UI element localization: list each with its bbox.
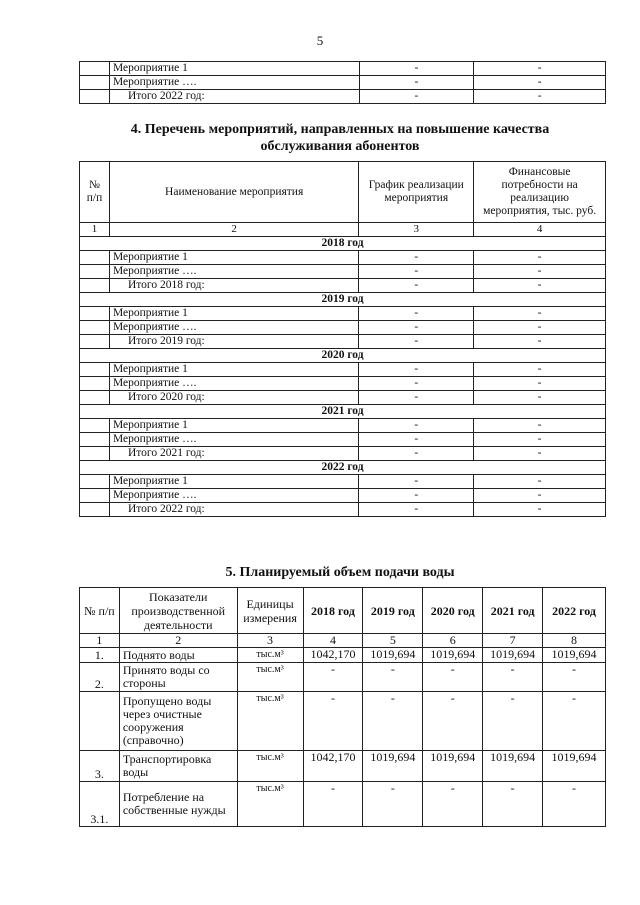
water-supply-table — [79, 587, 606, 827]
table-row — [80, 307, 606, 321]
indicator-name: Поднято воды — [119, 648, 237, 663]
measure-name: Мероприятие 1 — [109, 363, 358, 377]
table-row — [80, 391, 606, 405]
row-num: 3.1. — [80, 782, 120, 827]
measure-name: Мероприятие …. — [109, 321, 358, 335]
measure-name: Мероприятие 1 — [109, 475, 358, 489]
page-number: 5 — [316, 33, 324, 48]
header-row — [80, 588, 606, 634]
col-number: 1 — [80, 634, 120, 648]
col-number: 4 — [303, 634, 363, 648]
table-row — [80, 489, 606, 503]
measure-name: Мероприятие …. — [109, 433, 358, 447]
row-num — [80, 335, 110, 349]
col-number: 8 — [543, 634, 606, 648]
finance-cell: - — [474, 419, 606, 433]
schedule-cell: - — [359, 363, 474, 377]
finance-cell: - — [474, 335, 606, 349]
year-group-row — [80, 293, 606, 307]
schedule-cell: - — [359, 447, 474, 461]
col-number: 2 — [119, 634, 237, 648]
schedule-cell: - — [359, 76, 474, 90]
finance-cell: - — [474, 90, 606, 104]
table-row — [80, 663, 606, 692]
row-num — [80, 363, 110, 377]
unit-cell: тыс.м³ — [237, 663, 303, 692]
indicator-name: Транспортировка воды — [119, 751, 237, 782]
header-row — [80, 162, 606, 223]
section4-title — [100, 121, 580, 155]
continuation-table — [79, 61, 606, 104]
table-row — [80, 503, 606, 517]
schedule-cell: - — [359, 377, 474, 391]
measure-name: Мероприятие …. — [109, 489, 358, 503]
finance-cell: - — [474, 363, 606, 377]
table-row — [80, 62, 606, 76]
section4-title-line2: обслуживания абонентов — [260, 139, 420, 154]
year-value: - — [543, 692, 606, 751]
header-unit: Единицы измерения — [237, 588, 303, 634]
total-label: Итого 2022 год: — [109, 90, 359, 104]
measure-name: Мероприятие 1 — [109, 419, 358, 433]
table-row — [80, 692, 606, 751]
total-label: Итого 2018 год: — [109, 279, 358, 293]
unit-cell: тыс.м³ — [237, 751, 303, 782]
table-row — [80, 419, 606, 433]
schedule-cell: - — [359, 489, 474, 503]
table-row — [80, 475, 606, 489]
finance-cell: - — [474, 447, 606, 461]
table-row — [80, 279, 606, 293]
table-row — [80, 90, 606, 104]
indicator-name: Принято воды со стороны — [119, 663, 237, 692]
year-value: 1019,694 — [483, 648, 543, 663]
table-row — [80, 363, 606, 377]
header-num: № п/п — [80, 162, 110, 223]
schedule-cell: - — [359, 90, 474, 104]
year-value: - — [303, 663, 363, 692]
measure-name: Мероприятие …. — [109, 265, 358, 279]
unit-cell: тыс.м³ — [237, 692, 303, 751]
years-body — [80, 237, 606, 517]
finance-cell: - — [474, 391, 606, 405]
year-label: 2018 год — [80, 237, 606, 251]
col-number: 1 — [80, 223, 110, 237]
year-group-row — [80, 237, 606, 251]
row-num — [80, 391, 110, 405]
table-row — [80, 447, 606, 461]
measure-name: Мероприятие …. — [109, 76, 359, 90]
header-year: 2020 год — [423, 588, 483, 634]
header-year: 2022 год — [543, 588, 606, 634]
col-number: 5 — [363, 634, 423, 648]
column-numbers-row — [80, 634, 606, 648]
total-label: Итого 2022 год: — [109, 503, 358, 517]
year-group-row — [80, 405, 606, 419]
header-indicator: Показатели производственной деятельности — [119, 588, 237, 634]
row-num — [80, 433, 110, 447]
year-value: - — [543, 663, 606, 692]
header-year: 2021 год — [483, 588, 543, 634]
schedule-cell: - — [359, 279, 474, 293]
year-value: - — [483, 782, 543, 827]
year-label: 2021 год — [80, 405, 606, 419]
year-label: 2019 год — [80, 293, 606, 307]
finance-cell: - — [474, 307, 606, 321]
schedule-cell: - — [359, 433, 474, 447]
finance-cell: - — [474, 475, 606, 489]
finance-cell: - — [474, 321, 606, 335]
year-value: - — [423, 782, 483, 827]
schedule-cell: - — [359, 251, 474, 265]
row-num — [80, 307, 110, 321]
schedule-cell: - — [359, 321, 474, 335]
year-value: - — [303, 692, 363, 751]
col-number: 3 — [359, 223, 474, 237]
year-value: 1042,170 — [303, 648, 363, 663]
schedule-cell: - — [359, 265, 474, 279]
finance-cell: - — [474, 265, 606, 279]
schedule-cell: - — [359, 307, 474, 321]
row-num — [80, 447, 110, 461]
row-num — [80, 265, 110, 279]
table-row — [80, 321, 606, 335]
col-number: 2 — [109, 223, 358, 237]
schedule-cell: - — [359, 62, 474, 76]
schedule-cell: - — [359, 503, 474, 517]
row-num: 1. — [80, 648, 120, 663]
header-year: 2018 год — [303, 588, 363, 634]
header-schedule: График реализации мероприятия — [359, 162, 474, 223]
header-name: Наименование мероприятия — [109, 162, 358, 223]
measure-name: Мероприятие 1 — [109, 251, 358, 265]
schedule-cell: - — [359, 391, 474, 405]
header-num: № п/п — [80, 588, 120, 634]
year-value: - — [423, 692, 483, 751]
table-row — [80, 265, 606, 279]
year-value: 1019,694 — [423, 648, 483, 663]
indicator-name: Потребление на собственные нужды — [119, 782, 237, 827]
total-label: Итого 2019 год: — [109, 335, 358, 349]
year-value: - — [423, 663, 483, 692]
total-label: Итого 2021 год: — [109, 447, 358, 461]
unit-cell: тыс.м³ — [237, 782, 303, 827]
measure-name: Мероприятие 1 — [109, 307, 358, 321]
row-num — [80, 377, 110, 391]
indicator-name: Пропущено воды через очистные сооружения (справочно) — [119, 692, 237, 751]
row-num — [80, 321, 110, 335]
year-value: - — [483, 692, 543, 751]
measure-name: Мероприятие …. — [109, 377, 358, 391]
table-row — [80, 433, 606, 447]
header-finance: Финансовые потребности на реализацию мероприятия, тыс. руб. — [474, 162, 606, 223]
year-label: 2020 год — [80, 349, 606, 363]
row-num: 2. — [80, 663, 120, 692]
section4-title-line1: 4. Перечень мероприятий, направленных на повышение качества — [130, 122, 550, 137]
year-value: - — [543, 782, 606, 827]
year-value: 1042,170 — [303, 751, 363, 782]
table-row — [80, 648, 606, 663]
unit-cell: тыс.м³ — [237, 648, 303, 663]
finance-cell: - — [474, 279, 606, 293]
table-row — [80, 76, 606, 90]
finance-cell: - — [474, 377, 606, 391]
col-number: 7 — [483, 634, 543, 648]
year-value: 1019,694 — [483, 751, 543, 782]
finance-cell: - — [474, 76, 606, 90]
row-num — [80, 475, 110, 489]
year-value: - — [363, 782, 423, 827]
finance-cell: - — [474, 433, 606, 447]
row-num — [80, 692, 120, 751]
year-value: 1019,694 — [543, 751, 606, 782]
year-value: 1019,694 — [363, 751, 423, 782]
year-value: 1019,694 — [423, 751, 483, 782]
row-num — [80, 419, 110, 433]
year-value: - — [363, 692, 423, 751]
year-group-row — [80, 461, 606, 475]
total-label: Итого 2020 год: — [109, 391, 358, 405]
row-num — [80, 503, 110, 517]
year-label: 2022 год — [80, 461, 606, 475]
col-number: 4 — [474, 223, 606, 237]
table-row — [80, 782, 606, 827]
header-year: 2019 год — [363, 588, 423, 634]
year-group-row — [80, 349, 606, 363]
year-value: - — [303, 782, 363, 827]
year-value: 1019,694 — [363, 648, 423, 663]
year-value: - — [483, 663, 543, 692]
measures-table — [79, 161, 606, 517]
finance-cell: - — [474, 62, 606, 76]
table-row — [80, 335, 606, 349]
row-num: 3. — [80, 751, 120, 782]
schedule-cell: - — [359, 475, 474, 489]
column-numbers-row — [80, 223, 606, 237]
schedule-cell: - — [359, 419, 474, 433]
year-value: - — [363, 663, 423, 692]
schedule-cell: - — [359, 335, 474, 349]
supply-body — [80, 648, 606, 827]
table-row — [80, 251, 606, 265]
table-row — [80, 377, 606, 391]
col-number: 6 — [423, 634, 483, 648]
measure-name: Мероприятие 1 — [109, 62, 359, 76]
table-row — [80, 751, 606, 782]
row-num — [80, 251, 110, 265]
row-num — [80, 489, 110, 503]
row-num — [80, 279, 110, 293]
finance-cell: - — [474, 489, 606, 503]
col-number: 3 — [237, 634, 303, 648]
finance-cell: - — [474, 251, 606, 265]
section5-title: 5. Планируемый объем подачи воды — [225, 565, 455, 580]
finance-cell: - — [474, 503, 606, 517]
year-value: 1019,694 — [543, 648, 606, 663]
